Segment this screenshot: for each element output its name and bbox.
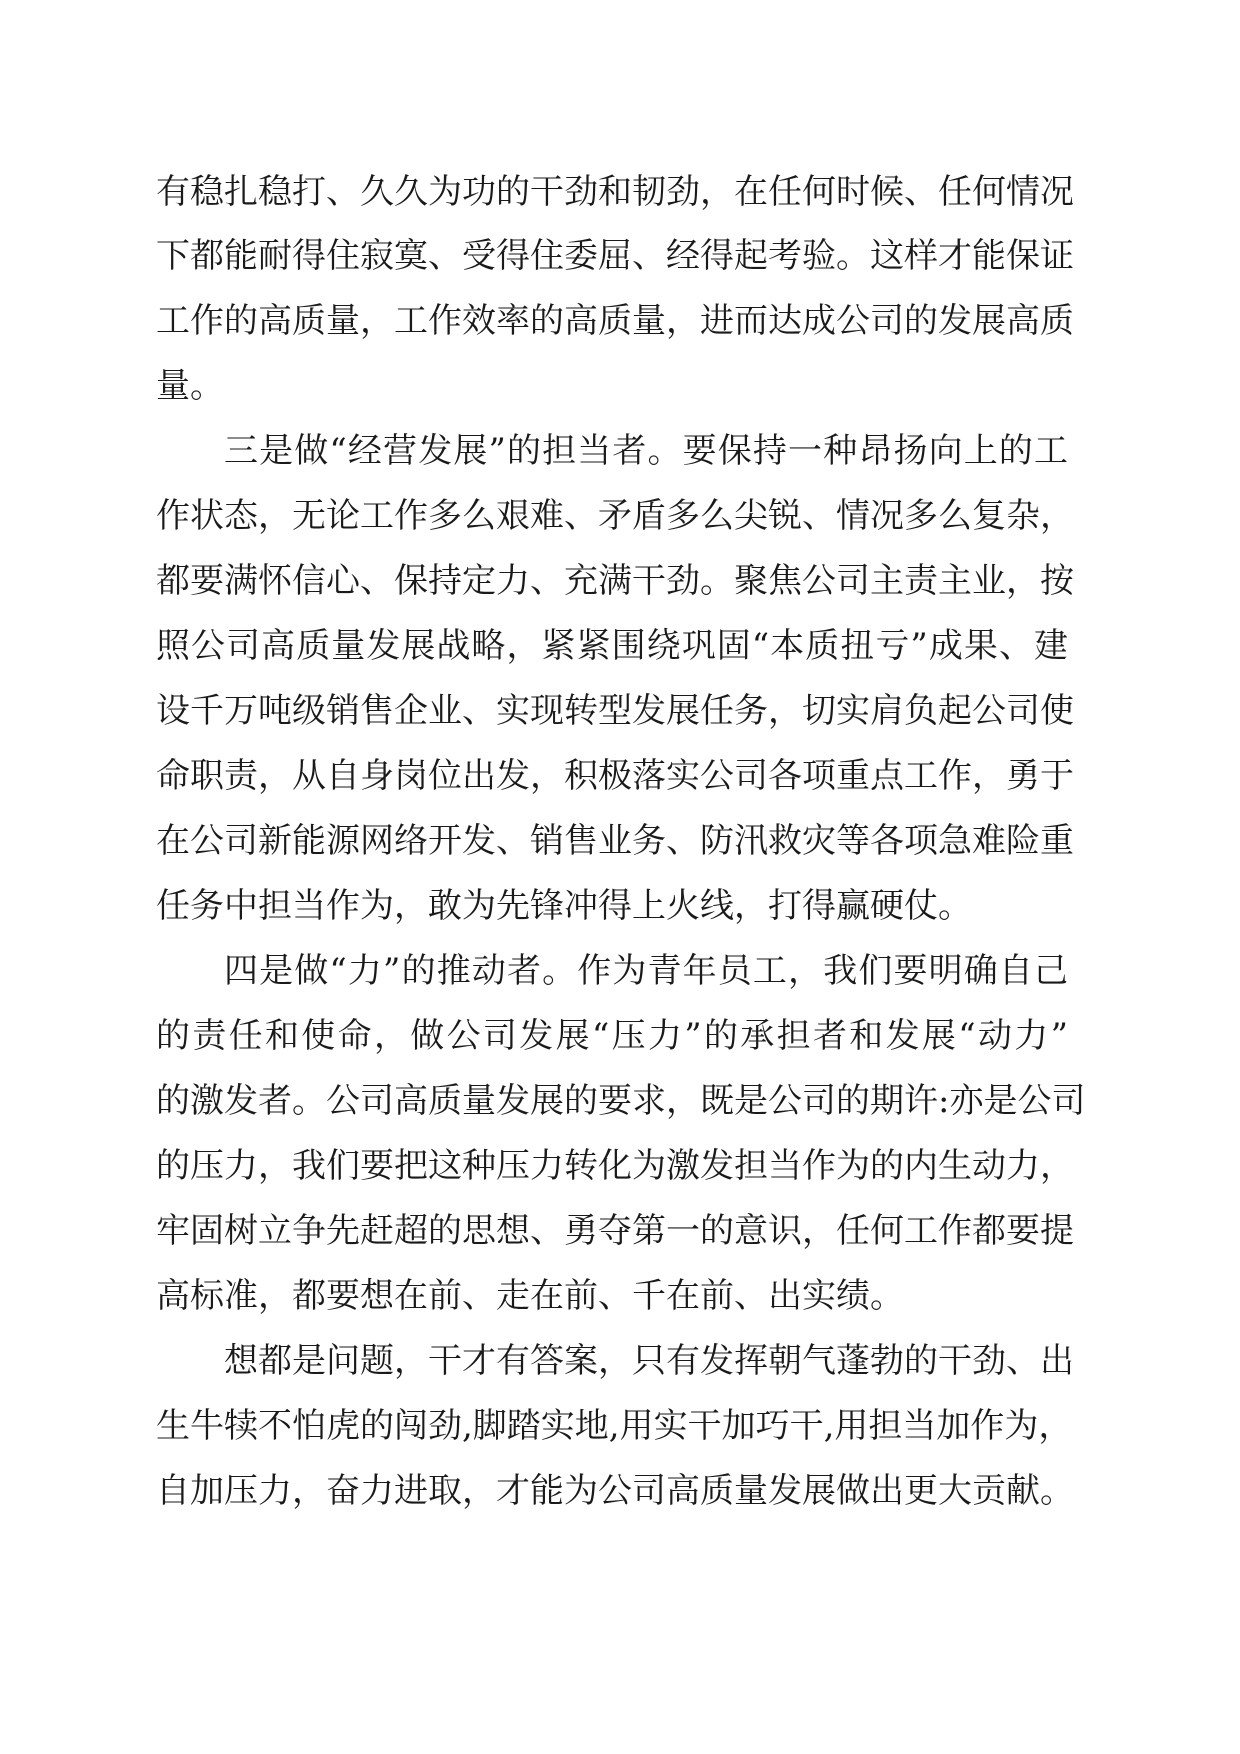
text-line: 都要满怀信心、保持定力、充满干劲。聚焦公司主责主业，按 — [156, 561, 1074, 601]
text-line: 命职责，从自身岗位出发，积极落实公司各项重点工作，勇于 — [156, 756, 1074, 796]
text-line: 的责任和使命，做公司发展“压力”的承担者和发展“动力” — [156, 1016, 1068, 1056]
paragraph-first-line: 四是做“力”的推动者。作为青年员工，我们要明确自己 — [224, 951, 1068, 991]
text-line: 下都能耐得住寂寞、受得住委屈、经得起考验。这样才能保证 — [156, 236, 1074, 276]
paragraph-first-line: 三是做“经营发展”的担当者。要保持一种昂扬向上的工 — [224, 431, 1068, 471]
text-line: 高标准，都要想在前、走在前、千在前、出实绩。 — [156, 1276, 904, 1316]
text-line: 有稳扎稳打、久久为功的干劲和韧劲，在任何时候、任何情况 — [156, 172, 1074, 212]
text-line: 作状态，无论工作多么艰难、矛盾多么尖锐、情况多么复杂， — [156, 496, 1074, 536]
text-line: 牢固树立争先赶超的思想、勇夺第一的意识，任何工作都要提 — [156, 1211, 1074, 1251]
text-line: 自加压力，奋力进取，才能为公司高质量发展做出更大贡献。 — [156, 1471, 1074, 1511]
text-line: 设千万吨级销售企业、实现转型发展任务，切实肩负起公司使 — [156, 691, 1074, 731]
text-line: 生牛犊不怕虎的闯劲,脚踏实地,用实干加巧干,用担当加作为， — [156, 1406, 1073, 1446]
text-line: 照公司高质量发展战略，紧紧围绕巩固“本质扭亏”成果、建 — [156, 626, 1068, 666]
text-line: 工作的高质量，工作效率的高质量，进而达成公司的发展高质 — [156, 301, 1074, 341]
text-line: 的激发者。公司高质量发展的要求，既是公司的期许:亦是公司 — [156, 1081, 1086, 1121]
text-line: 的压力，我们要把这种压力转化为激发担当作为的内生动力， — [156, 1146, 1074, 1186]
text-line: 量。 — [156, 366, 224, 406]
text-line: 任务中担当作为，敢为先锋冲得上火线，打得赢硬仗。 — [156, 886, 972, 926]
paragraph-first-line: 想都是问题，干才有答案，只有发挥朝气蓬勃的干劲、出 — [224, 1341, 1074, 1381]
text-line: 在公司新能源网络开发、销售业务、防汛救灾等各项急难险重 — [156, 821, 1074, 861]
